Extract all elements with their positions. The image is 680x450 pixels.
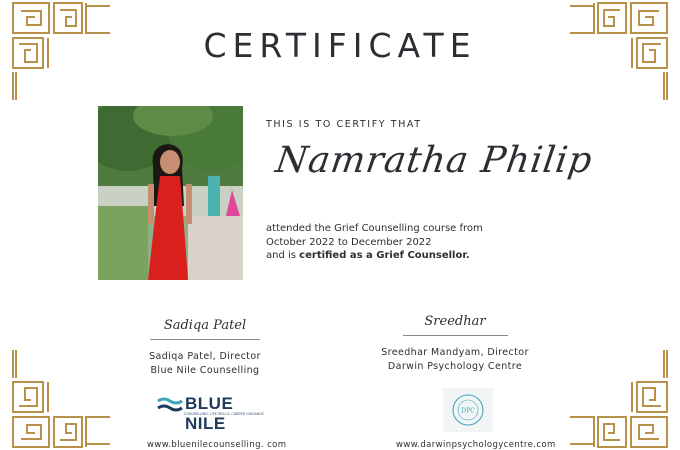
certificate-body <box>266 222 566 263</box>
signatory-organization: Darwin Psychology Centre <box>387 361 523 372</box>
signature-sadiqa-patel: Sadiqa Patel <box>163 318 247 333</box>
signatory-left <box>105 318 305 378</box>
recipient-name: Namratha Philip <box>273 140 596 181</box>
signatory-name-title: Sreedhar Mandyam, Director <box>381 347 529 358</box>
blue-nile-wordmark: BLUE NILE <box>185 394 234 433</box>
certificate-title: CERTIFICATE <box>203 26 477 65</box>
recipient-photo <box>98 106 243 280</box>
darwin-website: www.darwinpsychologycentre.com <box>396 440 556 450</box>
blue-nile-website: www.bluenilecounselling. com <box>147 440 287 450</box>
wave-icon <box>157 396 183 414</box>
greek-key-corner-bottom-left <box>10 350 110 450</box>
certification-statement: certified as a Grief Counsellor. <box>299 250 470 261</box>
greek-key-corner-bottom-right <box>570 350 670 450</box>
certification-line: and is certified as a Grief Counsellor. <box>266 250 470 261</box>
dpc-logo <box>443 388 493 432</box>
signatory-name-title: Sadiqa Patel, Director <box>149 351 261 362</box>
certify-statement: THIS IS TO CERTIFY THAT <box>266 119 422 130</box>
dpc-initials: DPC <box>461 407 475 415</box>
signatory-organization: Blue Nile Counselling <box>150 365 260 376</box>
blue-nile-logo <box>157 394 272 433</box>
course-line: attended the Grief Counselling course from <box>266 223 483 234</box>
signature-line <box>150 339 260 340</box>
blue-nile-tagline: COUNSELLING, LIFE SKILLS, CAREER GUIDANCE <box>184 412 264 416</box>
signatory-right <box>355 314 555 374</box>
signature-line <box>403 335 508 336</box>
date-range-line: October 2022 to December 2022 <box>266 236 432 248</box>
signature-sreedhar: Sreedhar <box>424 314 486 329</box>
